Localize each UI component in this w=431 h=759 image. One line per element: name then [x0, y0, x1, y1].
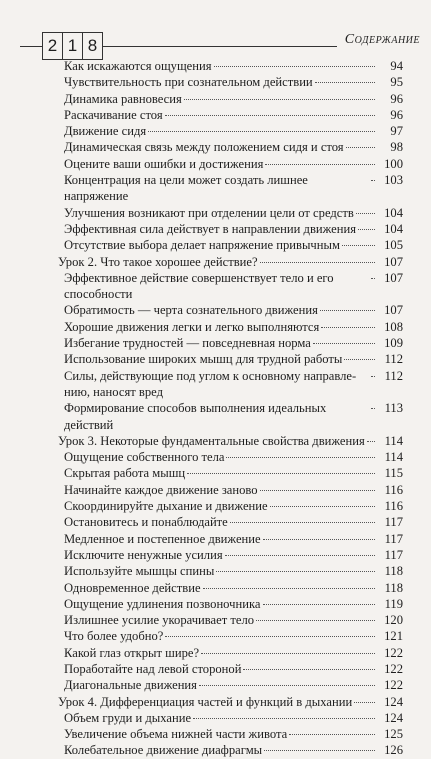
toc-entry-title: Избегание трудностей — повседневная норма	[64, 336, 311, 351]
toc-page-number: 119	[384, 596, 403, 611]
toc-lesson-entry	[0, 694, 431, 710]
toc-entry	[0, 368, 431, 401]
toc-entry	[0, 482, 431, 498]
toc-page-number: 114	[384, 433, 403, 448]
toc-lesson-entry	[0, 433, 431, 449]
toc-entry-title: Раскачивание стоя	[64, 107, 163, 122]
toc-dot-leader	[226, 457, 375, 458]
toc-entry-title: Колебательное движение диафрагмы	[64, 743, 263, 758]
toc-entry-title: Эффективное действие совершенствует тело и его способности	[64, 270, 334, 302]
toc-page-number: 120	[384, 613, 403, 628]
toc-entry	[0, 107, 431, 123]
toc-dot-leader	[165, 636, 375, 637]
toc-dot-leader	[216, 571, 375, 572]
toc-page-number: 122	[384, 678, 403, 693]
toc-entry-title: Эффективная сила действует в направлении движения	[64, 221, 357, 236]
toc-dot-leader	[356, 213, 375, 214]
toc-dot-leader	[230, 522, 375, 523]
toc-page-number: 94	[390, 59, 403, 73]
toc-page-number: 124	[384, 710, 403, 725]
toc-entry-title: Улучшения возникают при отделении цели от средств	[64, 205, 354, 220]
toc-dot-leader	[243, 669, 375, 670]
toc-page-number: 107	[384, 303, 403, 318]
toc-entry-title: Увеличение объема нижней части живота	[64, 727, 288, 742]
toc-entry	[0, 580, 431, 596]
toc-entry-title: Обратимость — черта сознательного движения	[64, 303, 318, 318]
toc-page-number: 113	[384, 401, 403, 416]
toc-dot-leader	[201, 653, 375, 654]
toc-dot-leader	[256, 620, 375, 621]
toc-dot-leader	[265, 164, 375, 165]
toc-page-number: 122	[384, 661, 403, 676]
toc-dot-leader	[354, 702, 375, 703]
toc-page-number: 95	[390, 75, 403, 90]
toc-entry	[0, 628, 431, 644]
toc-entry	[0, 172, 431, 205]
toc-entry	[0, 514, 431, 530]
toc-page-number: 104	[384, 221, 403, 236]
toc-page-number: 103	[384, 173, 403, 188]
toc-dot-leader	[320, 310, 375, 311]
toc-entry-title: Движение сидя	[64, 124, 147, 139]
toc-dot-leader	[193, 718, 375, 719]
toc-entry	[0, 221, 431, 237]
toc-page-number: 124	[384, 694, 403, 709]
toc-entry-title: Урок 4. Дифференциация частей и функций в дыхании	[58, 694, 353, 709]
toc-entry	[0, 237, 431, 253]
toc-entry-title: Скоординируйте дыхание и движение	[64, 499, 268, 514]
toc-page-number: 118	[384, 580, 403, 595]
toc-page-number: 115	[384, 466, 403, 481]
toc-entry	[0, 645, 431, 661]
toc-page-number: 117	[384, 515, 403, 530]
toc-entry-title: Исключите ненужные усилия	[64, 547, 223, 562]
toc-entry	[0, 547, 431, 563]
toc-page-number: 108	[384, 319, 403, 334]
toc-dot-leader	[344, 359, 375, 360]
toc-entry-title: Что более удобно?	[64, 629, 164, 644]
toc-dot-leader	[148, 131, 375, 132]
toc-page-number: 104	[384, 205, 403, 220]
toc-entry	[0, 596, 431, 612]
toc-dot-leader	[371, 408, 375, 409]
toc-page-number: 96	[390, 91, 403, 106]
toc-entry	[0, 302, 431, 318]
toc-dot-leader	[260, 490, 375, 491]
toc-dot-leader	[358, 229, 375, 230]
page-number-digit: 2	[43, 33, 63, 59]
toc-dot-leader	[260, 262, 375, 263]
toc-entry-title: Используйте мышцы спины	[64, 564, 215, 579]
toc-entry-title: Ощущение удлинения позвоночника	[64, 596, 261, 611]
toc-entry	[0, 270, 431, 303]
toc-dot-leader	[346, 147, 375, 148]
toc-entry-title: Ощущение собственного тела	[64, 450, 225, 465]
page-number-box	[42, 32, 103, 60]
toc-dot-leader	[264, 750, 375, 751]
toc-page-number: 112	[384, 352, 403, 367]
toc-dot-leader	[289, 734, 375, 735]
toc-page-number: 100	[384, 156, 403, 171]
toc-entry	[0, 661, 431, 677]
toc-dot-leader	[367, 441, 375, 442]
page-number-digit: 8	[87, 36, 98, 55]
toc-dot-leader	[321, 327, 375, 328]
toc-dot-leader	[342, 245, 375, 246]
toc-entry	[0, 710, 431, 726]
toc-dot-leader	[270, 506, 375, 507]
toc-page-number: 97	[390, 124, 403, 139]
toc-page-number: 116	[384, 482, 403, 497]
toc-entry-title: Начинайте каждое движение заново	[64, 482, 258, 497]
toc-entry	[0, 531, 431, 547]
toc-entry	[0, 58, 431, 74]
toc-entry-title: Объем груди и дыхание	[64, 710, 192, 725]
toc-entry-title: Скрытая работа мышц	[64, 466, 186, 481]
toc-page-number: 107	[384, 270, 403, 285]
toc-entry	[0, 205, 431, 221]
toc-dot-leader	[184, 99, 375, 100]
toc-entry	[0, 498, 431, 514]
toc-page-number: 121	[384, 629, 403, 644]
toc-page-number: 118	[384, 564, 403, 579]
toc-dot-leader	[203, 588, 375, 589]
toc-page-number: 125	[384, 727, 403, 742]
toc-dot-leader	[315, 82, 375, 83]
toc-entry	[0, 74, 431, 90]
toc-dot-leader	[165, 115, 375, 116]
toc-entry	[0, 335, 431, 351]
toc-page-number: 105	[384, 238, 403, 253]
toc-entry	[0, 319, 431, 335]
toc-entry	[0, 400, 431, 433]
toc-page-number: 109	[384, 336, 403, 351]
toc-dot-leader	[313, 343, 375, 344]
toc-lesson-entry	[0, 254, 431, 270]
toc-page-number: 126	[384, 743, 403, 758]
toc-page-number: 96	[390, 107, 403, 122]
toc-entry-title: Остановитесь и понаблюдайте	[64, 515, 228, 530]
section-title: Содержание	[337, 32, 420, 48]
toc-entry-title: Концентрация на цели может создать лишнее напряжение	[64, 173, 308, 204]
toc-entry	[0, 742, 431, 758]
toc-entry-title: Силы, действующие под углом к основному направле-нию, наносят вред	[64, 368, 357, 399]
toc-entry	[0, 726, 431, 742]
toc-entry-title: Чувствительность при сознательном действии	[64, 75, 313, 90]
toc-entry	[0, 612, 431, 628]
toc-entry	[0, 563, 431, 579]
toc-dot-leader	[225, 555, 375, 556]
toc-entry	[0, 123, 431, 139]
toc-entry-title: Оцените ваши ошибки и достижения	[64, 156, 264, 171]
toc-dot-leader	[371, 376, 375, 377]
toc-entry-title: Излишнее усилие укорачивает тело	[64, 613, 255, 628]
toc-entry	[0, 156, 431, 172]
toc-dot-leader	[371, 278, 375, 279]
toc-page-number: 117	[384, 547, 403, 562]
toc-page-number: 98	[390, 140, 403, 155]
toc-entry-title: Медленное и постепенное движение	[64, 531, 261, 546]
toc-dot-leader	[263, 604, 376, 605]
toc-page-number: 107	[384, 254, 403, 269]
toc-page-number: 114	[384, 450, 403, 465]
toc-entry	[0, 91, 431, 107]
toc-dot-leader	[214, 66, 375, 67]
toc-entry-title: Какой глаз открыт шире?	[64, 645, 200, 660]
toc-page-number: 116	[384, 499, 403, 514]
toc-entry-title: Одновременное действие	[64, 580, 201, 595]
toc-dot-leader	[187, 473, 375, 474]
toc-entry-title: Диагональные движения	[64, 678, 197, 693]
toc-entry-title: Поработайте над левой стороной	[64, 661, 242, 676]
toc-entry	[0, 139, 431, 155]
toc-entry-title: Урок 3. Некоторые фундаментальные свойства движения	[58, 433, 365, 448]
toc-entry-title: Динамика равновесия	[64, 91, 182, 106]
toc-entry-title: Динамическая связь между положением сидя и стоя	[64, 140, 344, 155]
page-header	[20, 30, 420, 58]
toc-dot-leader	[371, 180, 375, 181]
toc-page-number: 112	[384, 368, 403, 383]
toc-page-number: 117	[384, 531, 403, 546]
toc-page-number: 122	[384, 645, 403, 660]
toc-entry-title: Как искажаются ощущения	[64, 59, 212, 73]
toc-entry-title: Хорошие движения легки и легко выполняются	[64, 319, 320, 334]
toc-dot-leader	[263, 539, 375, 540]
toc-entry-title: Отсутствие выбора делает напряжение привычным	[64, 238, 340, 253]
toc-entry-title: Формирование способов выполнения идеальных действий	[64, 401, 327, 432]
toc-entry-title: Использование широких мышц для трудной работы	[64, 352, 343, 367]
toc-entry	[0, 465, 431, 481]
toc-entry	[0, 449, 431, 465]
toc-entry	[0, 677, 431, 693]
toc-entry	[0, 351, 431, 367]
toc-dot-leader	[199, 685, 375, 686]
toc-entry-title: Урок 2. Что такое хорошее действие?	[58, 254, 258, 269]
page-number-digit: 1	[63, 33, 83, 59]
table-of-contents	[0, 58, 431, 759]
